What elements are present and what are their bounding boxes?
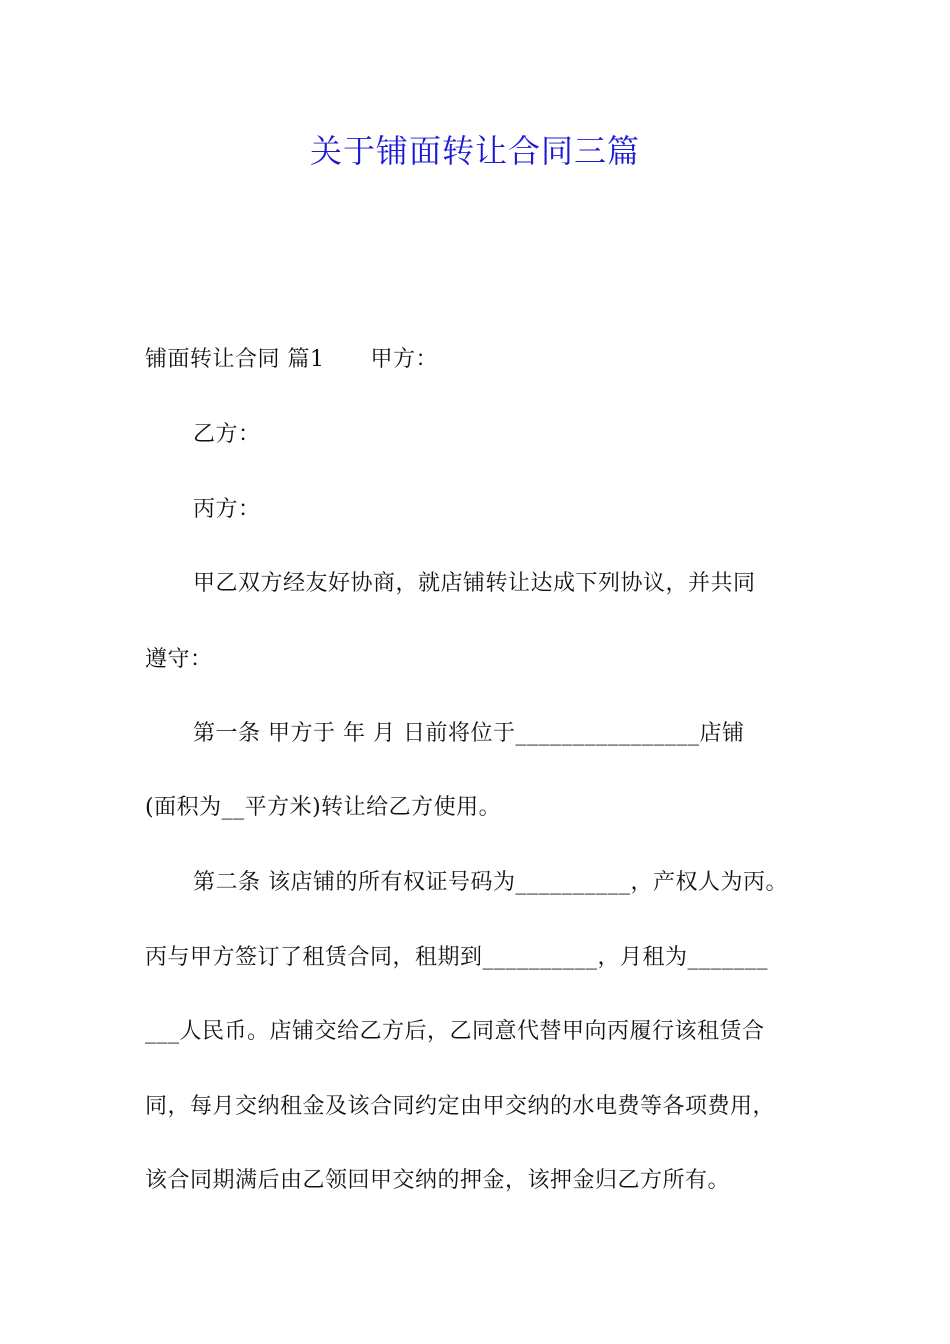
contract-heading: 铺面转让合同 篇1	[145, 347, 325, 372]
paragraph-line: 第一条 甲方于 年 月 日前将位于________________店铺	[193, 721, 745, 746]
document-title: 关于铺面转让合同三篇	[309, 132, 640, 170]
paragraph-line: ___人民币。店铺交给乙方后，乙同意代替甲向丙履行该租赁合	[145, 1019, 765, 1044]
paragraph-line: (面积为__平方米)转让给乙方使用。	[145, 795, 502, 820]
contract-heading-line	[145, 343, 825, 377]
paragraph-line: 遵守：	[145, 647, 213, 672]
paragraph-line: 丙与甲方签订了租赁合同，租期到__________，月租为_______	[145, 945, 769, 970]
party-a-label: 甲方：	[370, 347, 439, 372]
paragraph-line: 甲乙双方经友好协商，就店铺转让达成下列协议，并共同	[193, 571, 756, 596]
party-c-label: 丙方：	[193, 497, 261, 522]
paragraph-line: 第二条 该店铺的所有权证号码为__________，产权人为丙。	[193, 870, 788, 895]
party-b-label: 乙方：	[193, 422, 261, 447]
paragraph-line: 该合同期满后由乙领回甲交纳的押金，该押金归乙方所有。	[145, 1168, 731, 1193]
paragraph-line: 同，每月交纳租金及该合同约定由甲交纳的水电费等各项费用，	[145, 1094, 776, 1119]
